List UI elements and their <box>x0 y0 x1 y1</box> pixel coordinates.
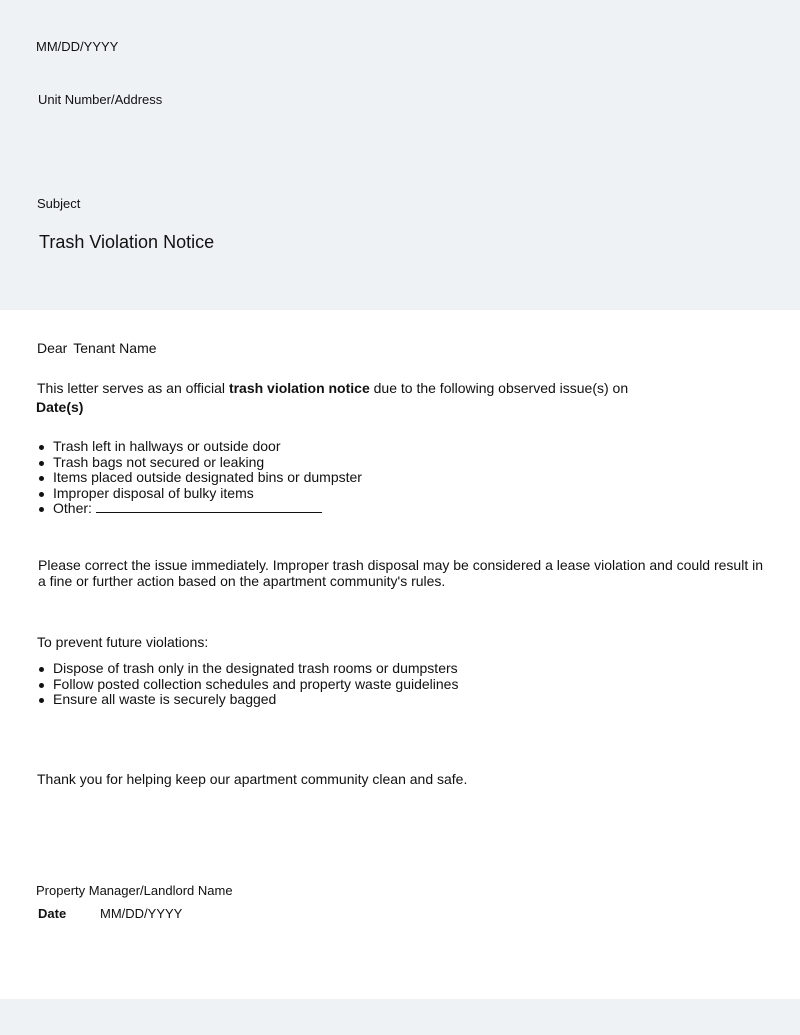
list-item: Trash left in hallways or outside door <box>37 439 362 455</box>
intro-line <box>37 380 628 396</box>
prevent-list <box>37 661 458 708</box>
correction-paragraph: Please correct the issue immediately. Improper trash disposal may be considered a lease violation and could result in a fine or further action based on the apartment community's rules. <box>38 557 763 589</box>
tenant-name: Tenant Name <box>73 340 157 356</box>
other-label: Other: <box>53 500 92 517</box>
list-item: Improper disposal of bulky items <box>37 486 362 502</box>
manager-name-label: Property Manager/Landlord Name <box>36 883 233 898</box>
list-item: Items placed outside designated bins or dumpster <box>37 470 362 486</box>
salutation <box>37 340 157 356</box>
other-blank-line <box>96 502 322 513</box>
signature-date-label: Date <box>38 906 67 921</box>
list-item: Dispose of trash only in the designated trash rooms or dumpsters <box>37 661 458 677</box>
address-label: Unit Number/Address <box>38 92 163 107</box>
intro-suffix: due to the following observed issue(s) on <box>369 380 629 396</box>
issues-list <box>37 439 362 517</box>
list-item-other <box>37 501 362 517</box>
list-item: Follow posted collection schedules and property waste guidelines <box>37 677 458 693</box>
closing-line: Thank you for helping keep our apartment community clean and safe. <box>37 771 468 787</box>
list-item: Trash bags not secured or leaking <box>37 455 362 471</box>
salutation-word: Dear <box>37 340 68 356</box>
intro-bold: trash violation notice <box>228 380 370 396</box>
header-band <box>0 0 800 310</box>
intro-prefix: This letter serves as an official <box>37 380 229 396</box>
list-item: Ensure all waste is securely bagged <box>37 692 458 708</box>
dates-label: Date(s) <box>36 399 84 415</box>
page-title: Trash Violation Notice <box>39 232 215 252</box>
footer-band <box>0 999 800 1035</box>
subject-label: Subject <box>37 196 81 211</box>
date-placeholder: MM/DD/YYYY <box>36 39 119 54</box>
signature-date-value: MM/DD/YYYY <box>100 906 183 921</box>
prevent-heading: To prevent future violations: <box>37 634 209 650</box>
